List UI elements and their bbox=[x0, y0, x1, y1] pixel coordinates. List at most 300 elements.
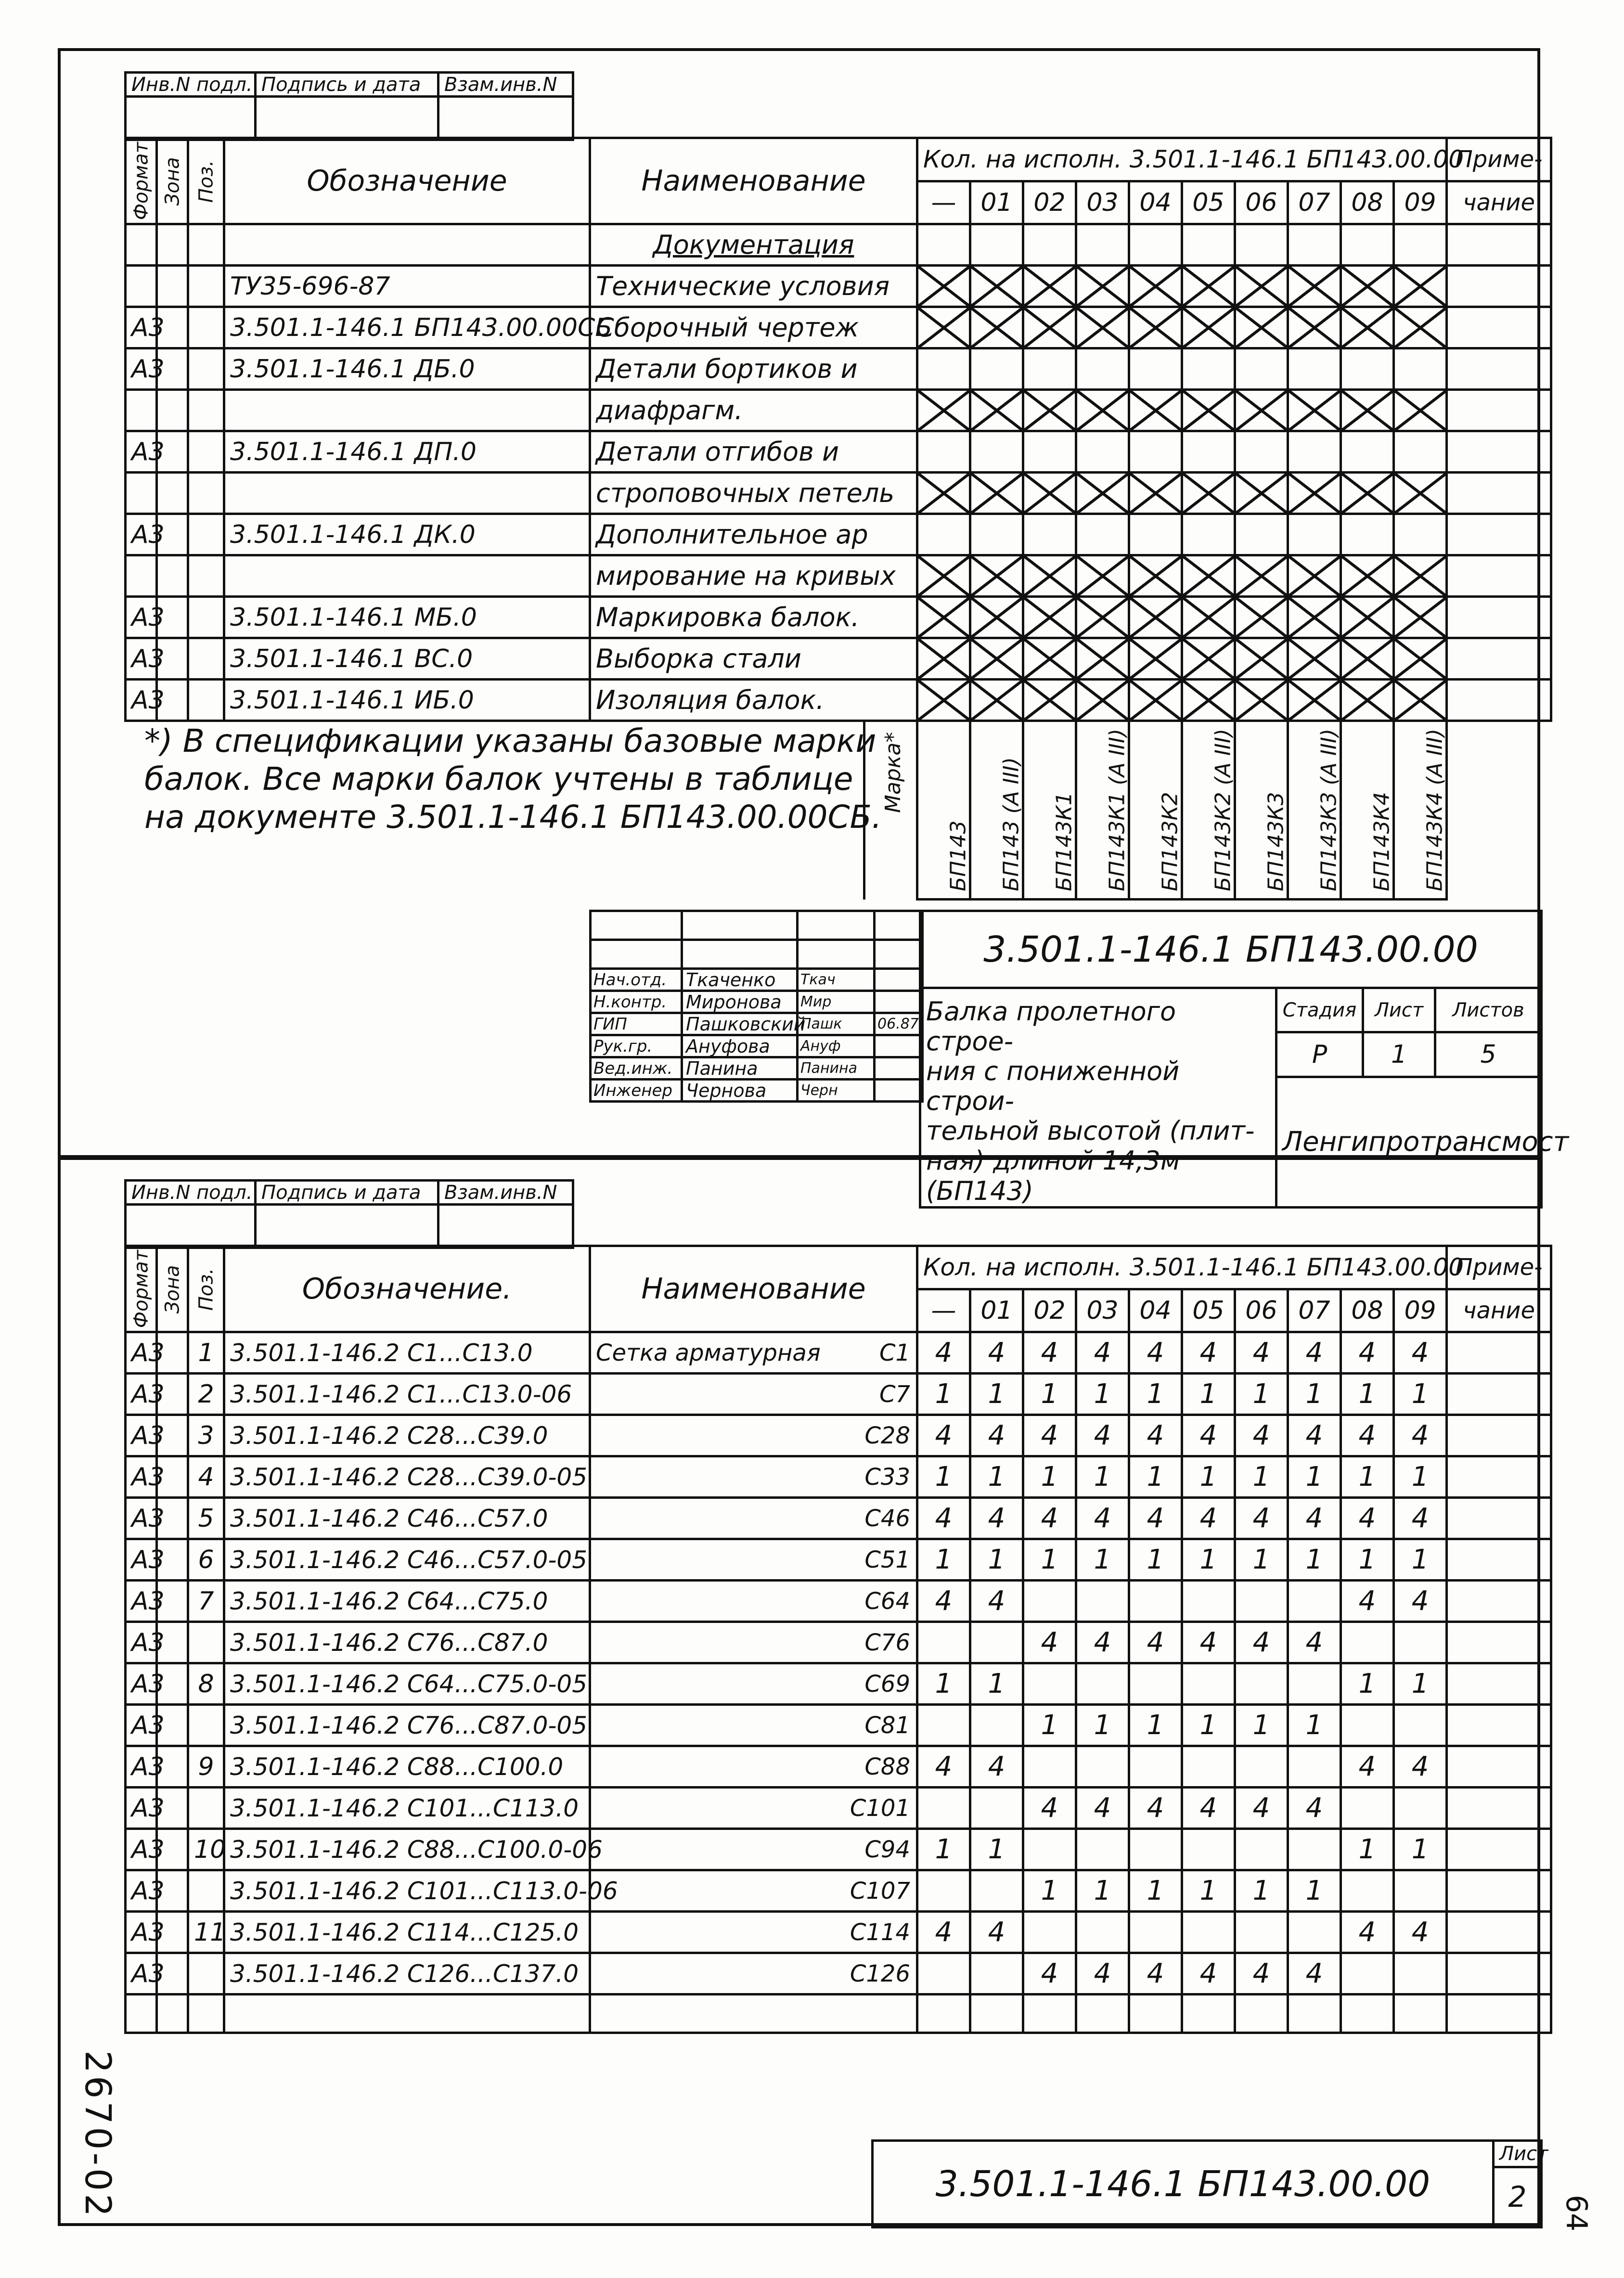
row-note bbox=[1447, 307, 1551, 348]
sheet-label: Лист bbox=[1363, 988, 1435, 1032]
row-mark: С88 bbox=[864, 1753, 910, 1780]
spec-row bbox=[126, 473, 1551, 514]
row-pos bbox=[188, 390, 224, 431]
spec-row bbox=[126, 1374, 1551, 1415]
row-designation: 3.501.1-146.2 С64...С75.0-05 bbox=[224, 1663, 590, 1705]
row-qty-cross bbox=[970, 514, 1023, 555]
row-mark: С114 bbox=[850, 1918, 910, 1946]
exec-5: 05 bbox=[1182, 181, 1235, 224]
row-qty-cross bbox=[1023, 266, 1076, 307]
row-qty bbox=[1182, 1663, 1235, 1705]
sign-role: Рук.гр. bbox=[591, 1035, 682, 1057]
col-pos: Поз. bbox=[188, 138, 224, 224]
row-qty-cross bbox=[1341, 680, 1394, 721]
row-designation: 3.501.1-146.2 С88...С100.0 bbox=[224, 1746, 590, 1788]
row-qty: 4 bbox=[1129, 1622, 1182, 1663]
row-qty-cross bbox=[1023, 307, 1076, 348]
row-qty bbox=[1023, 1746, 1076, 1788]
row-qty bbox=[1394, 1870, 1447, 1912]
row-mark: С51 bbox=[864, 1546, 910, 1573]
row-qty bbox=[1341, 1788, 1394, 1829]
row-qty: 1 bbox=[970, 1456, 1023, 1498]
row-qty bbox=[970, 1705, 1023, 1746]
row-qty-cross bbox=[1129, 224, 1182, 266]
row-format bbox=[126, 555, 157, 597]
row-name: мирование на кривых bbox=[590, 555, 917, 597]
mark-6: БП143К3 bbox=[1235, 721, 1288, 900]
row-format: А3 bbox=[126, 1870, 157, 1912]
sheet2-spec-table bbox=[124, 1245, 1552, 2034]
row-qty-cross bbox=[1394, 514, 1447, 555]
row-qty-cross bbox=[1076, 348, 1129, 390]
row-designation: 3.501.1-146.2 С114...С125.0 bbox=[224, 1912, 590, 1953]
row-qty-cross bbox=[1023, 224, 1076, 266]
row-qty bbox=[970, 1622, 1023, 1663]
row-designation: 3.501.1-146.2 С46...С57.0 bbox=[224, 1498, 590, 1539]
row-format: А3 bbox=[126, 1953, 157, 1995]
row-designation: 3.501.1-146.2 С28...С39.0 bbox=[224, 1415, 590, 1456]
row-designation: ТУ35-696-87 bbox=[224, 266, 590, 307]
col-note-1-2: Приме- bbox=[1447, 1246, 1551, 1289]
row-pos: 1 bbox=[188, 1332, 224, 1374]
row-qty: 1 bbox=[1023, 1870, 1076, 1912]
row-format: А3 bbox=[126, 1746, 157, 1788]
row-pos bbox=[188, 348, 224, 390]
row-name bbox=[590, 1539, 917, 1581]
col-designation: Обозначение bbox=[224, 138, 590, 224]
row-qty-cross bbox=[1235, 680, 1288, 721]
row-format: А3 bbox=[126, 348, 157, 390]
sign-date bbox=[875, 969, 923, 991]
row-designation: 3.501.1-146.1 МБ.0 bbox=[224, 597, 590, 638]
spec-row bbox=[126, 638, 1551, 680]
row-name-text: Сетка арматурная bbox=[596, 1339, 821, 1366]
row-note bbox=[1447, 1829, 1551, 1870]
row-qty-cross bbox=[1076, 431, 1129, 473]
row-qty: 4 bbox=[1023, 1415, 1076, 1456]
row-zone bbox=[157, 473, 188, 514]
row-format: А3 bbox=[126, 597, 157, 638]
row-qty: 4 bbox=[970, 1746, 1023, 1788]
spec-row bbox=[126, 1788, 1551, 1829]
row-format: А3 bbox=[126, 1498, 157, 1539]
row-format: А3 bbox=[126, 638, 157, 680]
row-qty: 1 bbox=[1182, 1870, 1235, 1912]
row-qty: 1 bbox=[1341, 1539, 1394, 1581]
row-qty-cross bbox=[1341, 597, 1394, 638]
row-pos bbox=[188, 1870, 224, 1912]
row-qty: 4 bbox=[1182, 1788, 1235, 1829]
row-note bbox=[1447, 1746, 1551, 1788]
mark-0: БП143 bbox=[917, 721, 970, 900]
row-qty-cross bbox=[1129, 514, 1182, 555]
row-pos bbox=[188, 638, 224, 680]
row-qty-cross bbox=[1023, 680, 1076, 721]
row-qty: 1 bbox=[1182, 1456, 1235, 1498]
exec-7: 07 bbox=[1288, 181, 1341, 224]
row-note bbox=[1447, 638, 1551, 680]
row-qty bbox=[1182, 1912, 1235, 1953]
row-qty-cross bbox=[1129, 597, 1182, 638]
row-qty: 4 bbox=[1182, 1622, 1235, 1663]
row-qty-cross bbox=[1076, 266, 1129, 307]
row-qty-cross bbox=[1235, 390, 1288, 431]
sheet2-title-block bbox=[871, 2139, 1548, 2228]
row-pos: 9 bbox=[188, 1746, 224, 1788]
row-qty-cross bbox=[917, 638, 970, 680]
row-qty-cross bbox=[1341, 555, 1394, 597]
mark-1: БП143 (А III) bbox=[970, 721, 1023, 900]
row-qty: 4 bbox=[1341, 1498, 1394, 1539]
row-note bbox=[1447, 390, 1551, 431]
row-qty: 4 bbox=[1394, 1912, 1447, 1953]
row-qty bbox=[1076, 1746, 1129, 1788]
row-pos: 7 bbox=[188, 1581, 224, 1622]
row-qty-cross bbox=[917, 266, 970, 307]
exec-9: 09 bbox=[1394, 181, 1447, 224]
row-qty-cross bbox=[1288, 266, 1341, 307]
row-name: Детали отгибов и bbox=[590, 431, 917, 473]
page-number: 64 bbox=[1560, 2195, 1593, 2232]
row-qty-cross bbox=[1394, 307, 1447, 348]
exec-0: — bbox=[917, 181, 970, 224]
row-qty: 1 bbox=[1288, 1539, 1341, 1581]
row-qty-cross bbox=[1235, 473, 1288, 514]
row-pos: 4 bbox=[188, 1456, 224, 1498]
sheet1-signature-table bbox=[589, 910, 924, 1103]
row-qty-cross bbox=[970, 638, 1023, 680]
row-qty-cross bbox=[1288, 514, 1341, 555]
sign-name: Ануфова bbox=[682, 1035, 798, 1057]
row-designation: 3.501.1-146.1 ДК.0 bbox=[224, 514, 590, 555]
row-pos bbox=[188, 514, 224, 555]
row-qty bbox=[917, 1622, 970, 1663]
doc-title-line-2: ния с пониженной строи- bbox=[926, 1056, 1180, 1117]
row-pos bbox=[188, 1788, 224, 1829]
sign-name: Панина bbox=[682, 1057, 798, 1080]
row-qty-cross bbox=[1076, 473, 1129, 514]
row-zone bbox=[157, 390, 188, 431]
inv-label: Инв.N подл. bbox=[126, 73, 256, 97]
row-zone bbox=[157, 266, 188, 307]
row-name bbox=[590, 1829, 917, 1870]
row-qty: 1 bbox=[1076, 1456, 1129, 1498]
row-qty-cross bbox=[1235, 348, 1288, 390]
row-qty-cross bbox=[1341, 224, 1394, 266]
row-qty-cross bbox=[917, 224, 970, 266]
row-pos bbox=[188, 555, 224, 597]
row-qty: 4 bbox=[1182, 1415, 1235, 1456]
exec2-4: 04 bbox=[1129, 1289, 1182, 1332]
row-qty-cross bbox=[970, 266, 1023, 307]
row-qty: 4 bbox=[1235, 1332, 1288, 1374]
spec-row bbox=[126, 555, 1551, 597]
row-qty bbox=[1288, 1829, 1341, 1870]
row-pos: 5 bbox=[188, 1498, 224, 1539]
row-designation bbox=[224, 473, 590, 514]
row-note bbox=[1447, 1912, 1551, 1953]
signature: Черн bbox=[798, 1080, 875, 1102]
row-qty-cross bbox=[1129, 390, 1182, 431]
row-pos: 3 bbox=[188, 1415, 224, 1456]
row-qty-cross bbox=[1182, 638, 1235, 680]
row-qty bbox=[1076, 1829, 1129, 1870]
mark-4: БП143К2 bbox=[1129, 721, 1182, 900]
row-note bbox=[1447, 1581, 1551, 1622]
row-qty: 1 bbox=[1129, 1705, 1182, 1746]
row-qty: 4 bbox=[1076, 1332, 1129, 1374]
footnote-line-3: на документе 3.501.1-146.1 БП143.00.00СБ. bbox=[144, 798, 882, 836]
row-qty-cross bbox=[1129, 680, 1182, 721]
sign-name: Чернова bbox=[682, 1080, 798, 1102]
row-note bbox=[1447, 348, 1551, 390]
row-qty: 1 bbox=[1394, 1374, 1447, 1415]
exec2-5: 05 bbox=[1182, 1289, 1235, 1332]
spec-row bbox=[126, 597, 1551, 638]
row-qty: 4 bbox=[1394, 1498, 1447, 1539]
row-qty-cross bbox=[1129, 266, 1182, 307]
row-designation: 3.501.1-146.2 С46...С57.0-05 bbox=[224, 1539, 590, 1581]
row-qty: 4 bbox=[1182, 1498, 1235, 1539]
row-qty: 4 bbox=[1394, 1746, 1447, 1788]
row-designation: 3.501.1-146.1 БП143.00.00СБ bbox=[224, 307, 590, 348]
row-format: А3 bbox=[126, 1581, 157, 1622]
row-qty: 4 bbox=[917, 1912, 970, 1953]
row-qty bbox=[1288, 1746, 1341, 1788]
row-mark: С81 bbox=[864, 1712, 910, 1739]
row-designation: 3.501.1-146.2 С101...С113.0-06 bbox=[224, 1870, 590, 1912]
row-qty-cross bbox=[970, 390, 1023, 431]
row-qty: 4 bbox=[1341, 1581, 1394, 1622]
row-qty bbox=[1076, 1663, 1129, 1705]
row-qty bbox=[1394, 1788, 1447, 1829]
row-qty-cross bbox=[1182, 597, 1235, 638]
row-qty-cross bbox=[1288, 638, 1341, 680]
row-note bbox=[1447, 1332, 1551, 1374]
row-name bbox=[590, 1332, 917, 1374]
row-qty-cross bbox=[1341, 638, 1394, 680]
row-qty: 4 bbox=[1235, 1498, 1288, 1539]
row-qty bbox=[1129, 1663, 1182, 1705]
row-designation: 3.501.1-146.2 С101...С113.0 bbox=[224, 1788, 590, 1829]
signature: Панина bbox=[798, 1057, 875, 1080]
row-name bbox=[590, 1870, 917, 1912]
exec2-1: 01 bbox=[970, 1289, 1023, 1332]
sheet1-inv-block bbox=[124, 71, 574, 141]
row-pos bbox=[188, 307, 224, 348]
row-qty: 1 bbox=[1023, 1374, 1076, 1415]
row-qty: 1 bbox=[1288, 1705, 1341, 1746]
row-qty-cross bbox=[1023, 473, 1076, 514]
row-name: Документация bbox=[590, 224, 917, 266]
row-note bbox=[1447, 1953, 1551, 1995]
spec-row bbox=[126, 348, 1551, 390]
spec-row bbox=[126, 1746, 1551, 1788]
spec-footnote bbox=[144, 722, 882, 837]
row-format: А3 bbox=[126, 1332, 157, 1374]
row-designation: 3.501.1-146.1 ИБ.0 bbox=[224, 680, 590, 721]
sign-role: ГИП bbox=[591, 1013, 682, 1035]
row-qty-cross bbox=[1182, 224, 1235, 266]
row-qty-cross bbox=[1182, 348, 1235, 390]
col-pos-2: Поз. bbox=[188, 1246, 224, 1332]
row-qty bbox=[1235, 1829, 1288, 1870]
sign-date bbox=[875, 1057, 923, 1080]
row-pos bbox=[188, 1705, 224, 1746]
row-qty: 4 bbox=[1023, 1498, 1076, 1539]
spec-row bbox=[126, 1870, 1551, 1912]
sign-role: Вед.инж. bbox=[591, 1057, 682, 1080]
row-qty: 1 bbox=[1341, 1374, 1394, 1415]
row-qty bbox=[1129, 1912, 1182, 1953]
row-note bbox=[1447, 1705, 1551, 1746]
row-qty-cross bbox=[1235, 597, 1288, 638]
row-zone bbox=[157, 224, 188, 266]
row-qty-cross bbox=[1288, 555, 1341, 597]
row-name bbox=[590, 1912, 917, 1953]
row-qty bbox=[917, 1788, 970, 1829]
doc-title-line-3: тельной высотой (плит- bbox=[926, 1116, 1255, 1146]
row-qty: 1 bbox=[1076, 1705, 1129, 1746]
row-qty-cross bbox=[917, 348, 970, 390]
mark-5: БП143К2 (А III) bbox=[1182, 721, 1235, 900]
row-format: А3 bbox=[126, 1622, 157, 1663]
row-name bbox=[590, 1581, 917, 1622]
row-pos bbox=[188, 1622, 224, 1663]
row-format: А3 bbox=[126, 1663, 157, 1705]
row-qty-cross bbox=[970, 473, 1023, 514]
row-note bbox=[1447, 1788, 1551, 1829]
row-qty-cross bbox=[1394, 638, 1447, 680]
row-format: А3 bbox=[126, 680, 157, 721]
sign-role: Нач.отд. bbox=[591, 969, 682, 991]
row-qty bbox=[970, 1870, 1023, 1912]
row-qty: 1 bbox=[917, 1829, 970, 1870]
row-qty-cross bbox=[1023, 431, 1076, 473]
spec-row bbox=[126, 1415, 1551, 1456]
row-qty: 4 bbox=[1341, 1746, 1394, 1788]
row-qty-cross bbox=[970, 348, 1023, 390]
row-qty: 4 bbox=[1129, 1332, 1182, 1374]
row-note bbox=[1447, 597, 1551, 638]
row-note bbox=[1447, 555, 1551, 597]
row-designation: 3.501.1-146.2 С76...С87.0 bbox=[224, 1622, 590, 1663]
col-designation-2: Обозначение. bbox=[224, 1246, 590, 1332]
doc-code-2: 3.501.1-146.1 БП143.00.00 bbox=[873, 2141, 1494, 2227]
row-qty bbox=[1182, 1746, 1235, 1788]
row-qty: 1 bbox=[1235, 1374, 1288, 1415]
row-qty: 4 bbox=[970, 1415, 1023, 1456]
row-note bbox=[1447, 431, 1551, 473]
row-qty bbox=[1076, 1912, 1129, 1953]
row-format: А3 bbox=[126, 514, 157, 555]
row-format: А3 bbox=[126, 1705, 157, 1746]
row-format: А3 bbox=[126, 1829, 157, 1870]
exec2-3: 03 bbox=[1076, 1289, 1129, 1332]
row-qty-cross bbox=[917, 473, 970, 514]
row-mark: С126 bbox=[850, 1960, 910, 1987]
row-qty-cross bbox=[1341, 307, 1394, 348]
spec-row bbox=[126, 266, 1551, 307]
row-qty: 4 bbox=[1341, 1912, 1394, 1953]
row-qty-cross bbox=[970, 597, 1023, 638]
row-qty bbox=[1394, 1622, 1447, 1663]
spec-row bbox=[126, 514, 1551, 555]
row-qty-cross bbox=[1341, 431, 1394, 473]
row-qty: 4 bbox=[1076, 1498, 1129, 1539]
row-qty-cross bbox=[917, 680, 970, 721]
row-qty: 4 bbox=[1394, 1581, 1447, 1622]
row-qty: 4 bbox=[1023, 1332, 1076, 1374]
row-qty-cross bbox=[917, 307, 970, 348]
spec-row bbox=[126, 431, 1551, 473]
stage-label: Стадия bbox=[1276, 988, 1363, 1032]
row-name: Изоляция балок. bbox=[590, 680, 917, 721]
row-qty: 1 bbox=[1235, 1705, 1288, 1746]
row-qty-cross bbox=[970, 431, 1023, 473]
row-qty: 4 bbox=[1129, 1498, 1182, 1539]
exec-1: 01 bbox=[970, 181, 1023, 224]
row-qty-cross bbox=[970, 224, 1023, 266]
row-qty-cross bbox=[970, 680, 1023, 721]
row-qty: 1 bbox=[1394, 1663, 1447, 1705]
doc-title-line-1: Балка пролетного строе- bbox=[926, 996, 1176, 1057]
sign-date-label-2: Подпись и дата bbox=[256, 1181, 438, 1205]
row-qty: 4 bbox=[1129, 1788, 1182, 1829]
row-qty: 1 bbox=[1182, 1705, 1235, 1746]
row-qty: 1 bbox=[1235, 1539, 1288, 1581]
row-qty: 1 bbox=[1288, 1374, 1341, 1415]
row-qty-cross bbox=[1288, 307, 1341, 348]
row-qty-cross bbox=[917, 555, 970, 597]
row-note bbox=[1447, 1870, 1551, 1912]
row-qty-cross bbox=[1394, 431, 1447, 473]
col-name: Наименование bbox=[590, 138, 917, 224]
row-pos bbox=[188, 431, 224, 473]
row-qty-cross bbox=[1394, 555, 1447, 597]
spec-row bbox=[126, 1953, 1551, 1995]
row-qty: 1 bbox=[1341, 1663, 1394, 1705]
row-qty bbox=[1129, 1829, 1182, 1870]
spec-row bbox=[126, 1498, 1551, 1539]
row-name bbox=[590, 1788, 917, 1829]
row-qty: 4 bbox=[1288, 1788, 1341, 1829]
row-qty-cross bbox=[1182, 390, 1235, 431]
row-pos bbox=[188, 473, 224, 514]
row-qty-cross bbox=[1394, 473, 1447, 514]
row-name bbox=[590, 1456, 917, 1498]
row-qty-cross bbox=[1394, 266, 1447, 307]
row-designation: 3.501.1-146.1 ДП.0 bbox=[224, 431, 590, 473]
exec-8: 08 bbox=[1341, 181, 1394, 224]
sign-name: Ткаченко bbox=[682, 969, 798, 991]
footnote-line-1: *) В спецификации указаны базовые марки bbox=[144, 722, 876, 759]
spec-row bbox=[126, 1663, 1551, 1705]
row-qty-cross bbox=[1076, 597, 1129, 638]
row-qty: 4 bbox=[1235, 1788, 1288, 1829]
row-qty: 1 bbox=[1076, 1374, 1129, 1415]
row-qty: 4 bbox=[1129, 1415, 1182, 1456]
row-mark: С33 bbox=[864, 1463, 910, 1491]
mark-8: БП143К4 bbox=[1341, 721, 1394, 900]
row-qty bbox=[1341, 1622, 1394, 1663]
row-qty-cross bbox=[1288, 431, 1341, 473]
row-qty-cross bbox=[1235, 266, 1288, 307]
row-note bbox=[1447, 1498, 1551, 1539]
sign-name: Пашковский bbox=[682, 1013, 798, 1035]
row-format bbox=[126, 473, 157, 514]
row-name: диафрагм. bbox=[590, 390, 917, 431]
